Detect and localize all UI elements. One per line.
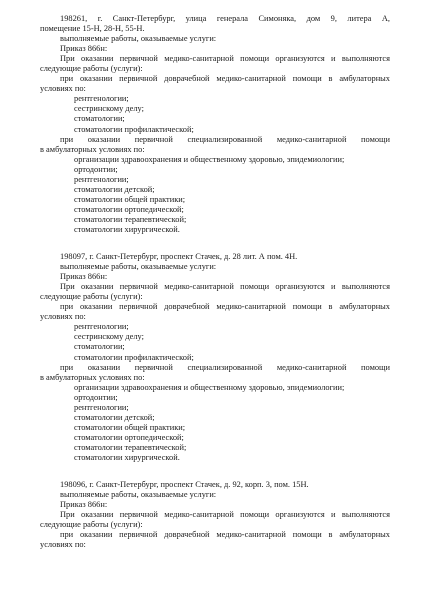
address-section (40, 480, 390, 550)
service-list-item: стоматологии детской; (74, 412, 155, 422)
text-line: следующие работы (услуги): (40, 64, 143, 74)
text-line: помещение 15-Н, 28-Н, 55-Н. (40, 24, 145, 34)
service-list-item: стоматологии терапевтической; (74, 214, 187, 224)
text-line: Приказ 866н: (60, 272, 108, 282)
text-line: при оказании первичной специализированной медико-санитарной помощи (60, 362, 390, 372)
text-line: условиях по: (40, 312, 86, 322)
service-list-item: рентгенологии; (74, 402, 129, 412)
address-line: 198097, г. Санкт-Петербург, проспект Стачек, д. 28 лит. А пом. 4Н. (60, 252, 298, 262)
text-line: при оказании первичной доврачебной медико-санитарной помощи в амбулаторных (60, 530, 390, 540)
service-list-item: стоматологии профилактической; (74, 352, 194, 362)
service-list-item: рентгенологии; (74, 94, 129, 104)
service-list-item: стоматологии детской; (74, 184, 155, 194)
service-list-item: организации здравоохранения и общественному здоровью, эпидемиологии; (74, 382, 345, 392)
service-list-item: сестринскому делу; (74, 332, 144, 342)
service-list-item: стоматологии профилактической; (74, 124, 194, 134)
address-line: 198096, г. Санкт-Петербург, проспект Стачек, д. 92, корп. 3, пом. 15Н. (60, 480, 309, 490)
service-list-item: стоматологии терапевтической; (74, 442, 187, 452)
text-line: следующие работы (услуги): (40, 292, 143, 302)
text-line: Приказ 866н: (60, 500, 108, 510)
service-list-item: стоматологии ортопедической; (74, 204, 184, 214)
service-list-item: сестринскому делу; (74, 104, 144, 114)
text-line: При оказании первичной медико-санитарной помощи организуются и выполняются (60, 510, 390, 520)
service-list-item: рентгенологии; (74, 174, 129, 184)
service-list-item: рентгенологии; (74, 322, 129, 332)
service-list-item: стоматологии хирургической. (74, 224, 180, 234)
service-list-item: ортодонтии; (74, 392, 118, 402)
text-line: условиях по: (40, 540, 86, 550)
text-line: При оказании первичной медико-санитарной помощи организуются и выполняются (60, 54, 390, 64)
service-list-item: организации здравоохранения и общественному здоровью, эпидемиологии; (74, 154, 345, 164)
service-list-item: стоматологии хирургической. (74, 452, 180, 462)
text-line: в амбулаторных условиях по: (40, 144, 145, 154)
text-line: выполняемые работы, оказываемые услуги: (60, 262, 217, 272)
service-list-item: стоматологии общей практики; (74, 422, 186, 432)
address-line: 198261, г. Санкт-Петербург, улица генерала Симоняка, дом 9, литера А, (60, 14, 390, 23)
text-line: условиях по: (40, 84, 86, 94)
service-list-item: стоматологии; (74, 114, 125, 124)
text-line: Приказ 866н: (60, 44, 108, 54)
text-line: при оказании первичной доврачебной медико-санитарной помощи в амбулаторных (60, 302, 390, 312)
text-line: следующие работы (услуги): (40, 520, 143, 530)
service-list-item: стоматологии; (74, 342, 125, 352)
service-list-item: стоматологии общей практики; (74, 194, 186, 204)
text-line: в амбулаторных условиях по: (40, 372, 145, 382)
text-line: выполняемые работы, оказываемые услуги: (60, 490, 217, 500)
text-line: при оказании первичной специализированной медико-санитарной помощи (60, 134, 390, 144)
text-line: выполняемые работы, оказываемые услуги: (60, 34, 217, 44)
address-section (40, 252, 390, 463)
text-line: При оказании первичной медико-санитарной помощи организуются и выполняются (60, 282, 390, 292)
service-list-item: ортодонтии; (74, 164, 118, 174)
service-list-item: стоматологии ортопедической; (74, 432, 184, 442)
text-line: при оказании первичной доврачебной медико-санитарной помощи в амбулаторных (60, 74, 390, 84)
address-section (40, 14, 390, 235)
